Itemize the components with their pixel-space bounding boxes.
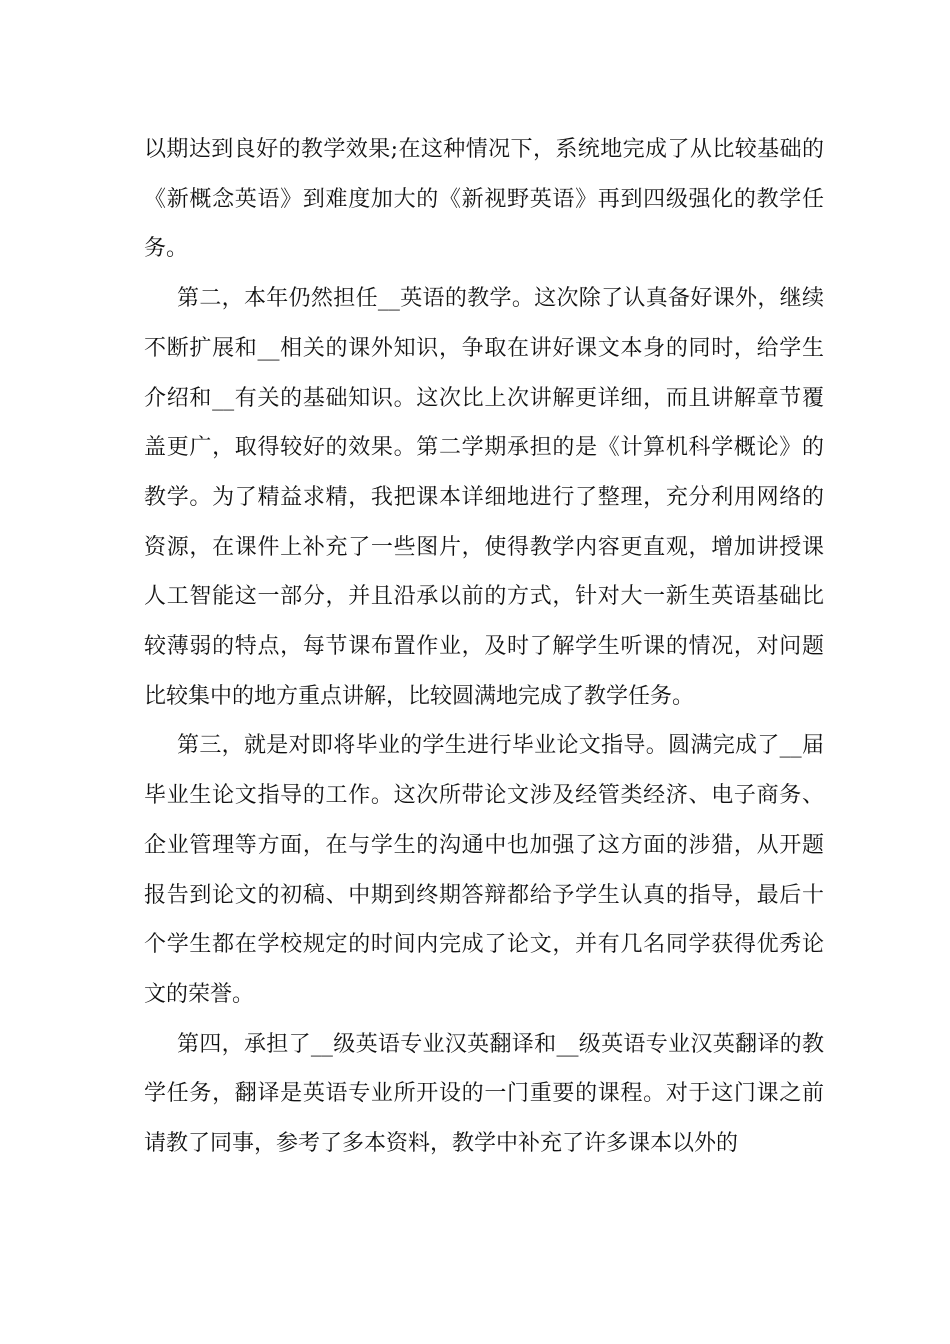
- paragraph-third: 第三，就是对即将毕业的学生进行毕业论文指导。圆满完成了__届毕业生论文指导的工作。这次所带论文涉及经管类经济、电子商务、企业管理等方面，在与学生的沟通中也加强了这方面的涉猎，从开题报告到论文的初稿、中期到终期答辩都给予学生认真的指导，最后十个学生都在学校规定的时间内完成了论文，并有几名同学获得优秀论文的荣誉。: [144, 733, 824, 1007]
- document-body: [144, 125, 824, 1169]
- paragraph-continuation: 以期达到良好的教学效果;在这种情况下，系统地完成了从比较基础的《新概念英语》到难度加大的《新视野英语》再到四级强化的教学任务。: [144, 137, 824, 262]
- paragraph-second: 第二，本年仍然担任__英语的教学。这次除了认真备好课外，继续不断扩展和__相关的课外知识，争取在讲好课文本身的同时，给学生介绍和__有关的基础知识。这次比上次讲解更详细，而且讲解章节覆盖更广，取得较好的效果。第二学期承担的是《计算机科学概论》的教学。为了精益求精，我把课本详细地进行了整理，充分利用网络的资源，在课件上补充了一些图片，使得教学内容更直观，增加讲授课人工智能这一部分，并且沿承以前的方式，针对大一新生英语基础比较薄弱的特点，每节课布置作业，及时了解学生听课的情况，对问题比较集中的地方重点讲解，比较圆满地完成了教学任务。: [144, 286, 824, 709]
- paragraph-fourth: 第四，承担了__级英语专业汉英翻译和__级英语专业汉英翻译的教学任务，翻译是英语专业所开设的一门重要的课程。对于这门课之前请教了同事，参考了多本资料，教学中补充了许多课本以外的: [144, 1031, 824, 1157]
